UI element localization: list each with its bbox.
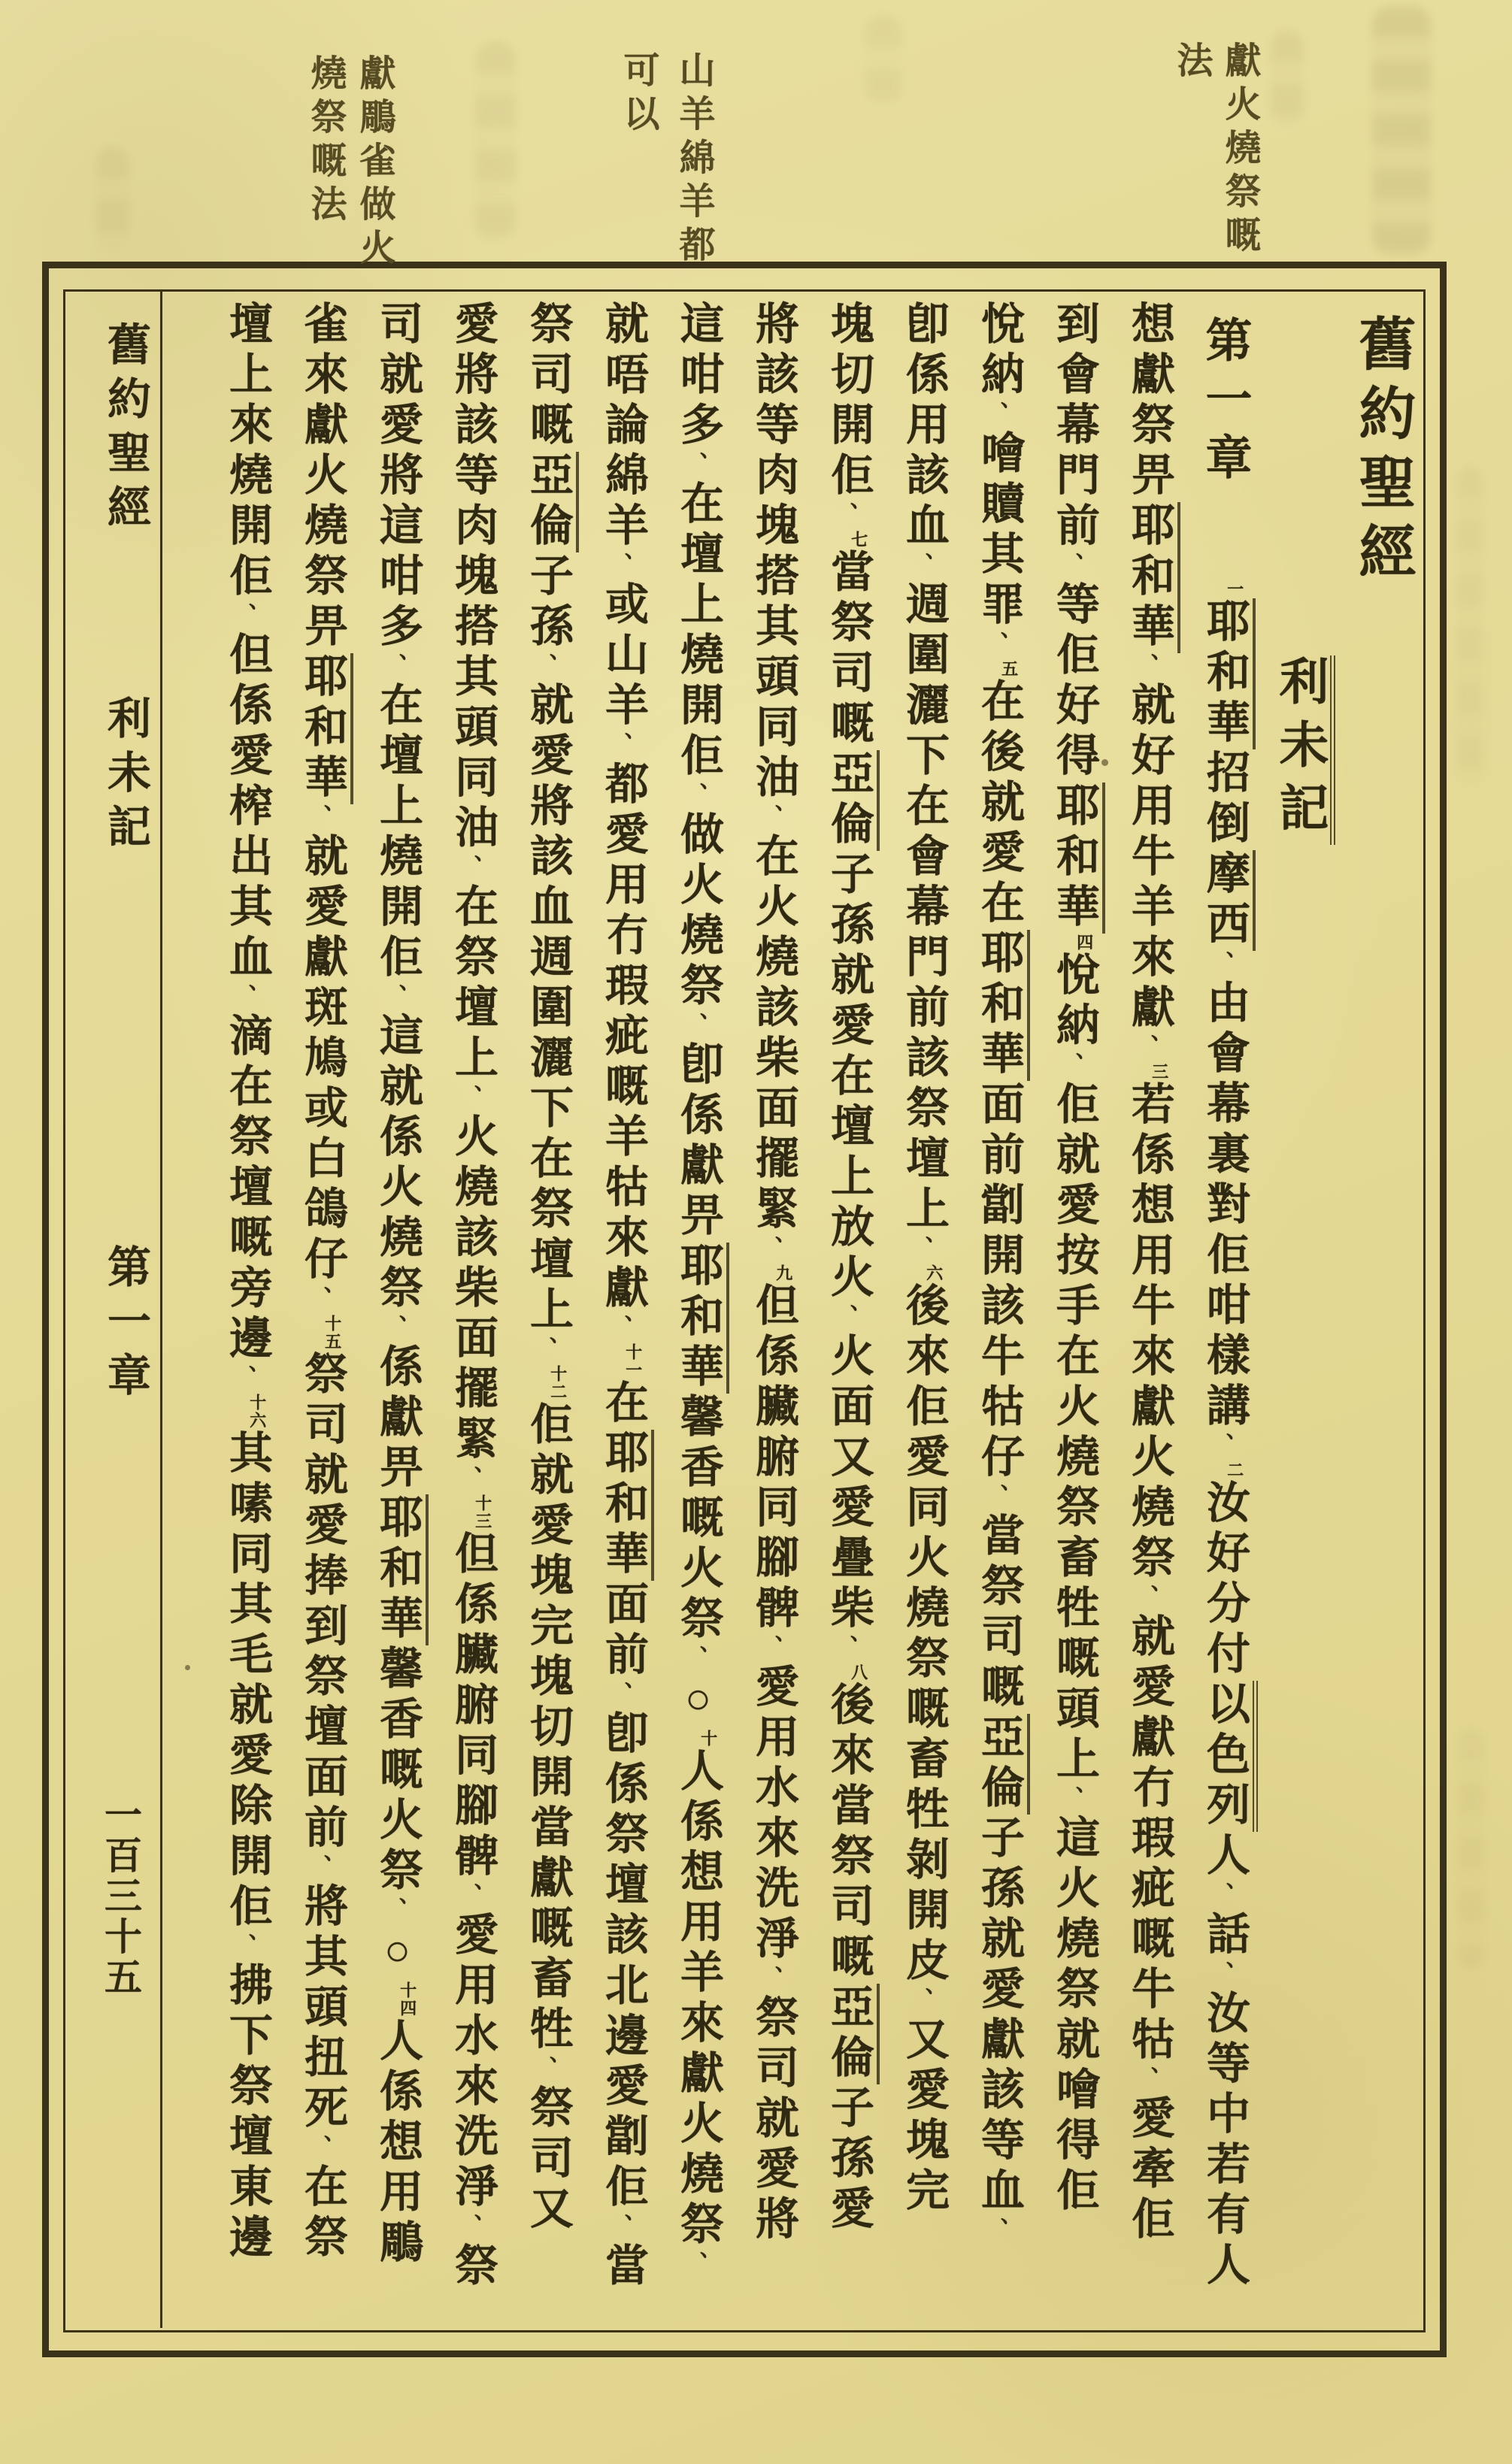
ideographic-comma: 、 (382, 653, 407, 682)
ideographic-comma: 、 (608, 1682, 632, 1711)
ideographic-comma: 、 (382, 984, 407, 1013)
ideographic-comma: 、 (1209, 1433, 1234, 1462)
verse-number: 八 (849, 1663, 868, 1682)
ideographic-comma: 、 (608, 2214, 632, 2243)
ideographic-comma: 、 (758, 804, 783, 833)
ideographic-comma: 、 (1209, 951, 1234, 980)
verse-number: 三 (1150, 1063, 1169, 1082)
ideographic-comma: 、 (307, 1854, 332, 1884)
ideographic-comma: 、 (833, 1635, 858, 1664)
ideographic-comma: 、 (758, 1966, 783, 1995)
chapter-heading: 第一章 (1198, 316, 1250, 492)
ideographic-comma: 、 (608, 732, 632, 761)
verse-number: 九 (774, 1264, 793, 1283)
ideographic-comma: 、 (608, 1315, 632, 1343)
proper-name-marked-text: 耶和華 (1200, 598, 1256, 749)
ideographic-comma: 、 (382, 1315, 407, 1343)
verse-number: 十 (698, 1730, 718, 1748)
bleedthrough-smudge (865, 15, 902, 105)
column-verse-8-9: 將該等肉塊搭其頭同油、在火燒該柴面擺緊、$^九$但係臟腑同腳髀、愛用水來洗淨、祭司就愛將 (749, 301, 798, 2247)
proper-name-marked-text: 耶和華 (1050, 782, 1105, 934)
ideographic-comma: 、 (908, 552, 933, 581)
ideographic-comma: 、 (758, 1236, 783, 1264)
ideographic-comma: 、 (683, 1013, 708, 1041)
ideographic-comma: 、 (1209, 1882, 1234, 1912)
bleedthrough-smudge (96, 147, 129, 252)
bleedthrough-smudge (1372, 6, 1431, 254)
ideographic-comma: 、 (683, 1645, 708, 1674)
proper-name-marked-text: 耶和華 (674, 1243, 729, 1394)
ideographic-comma: 、 (307, 1286, 332, 1315)
ideographic-comma: 、 (457, 855, 482, 883)
verse-number: 十六 (247, 1394, 267, 1430)
bleedthrough-smudge (1459, 1729, 1484, 1969)
column-verse-15-16: 壇上來燒開佢、但係愛榨出其血、滴在祭壇嘅旁邊、$^{十六}$其嗉同其毛就愛除開佢、拂下祭壇東邊 (223, 301, 271, 2265)
ideographic-comma: 、 (1134, 2066, 1159, 2096)
page-number: 一百三十五 (99, 1795, 141, 1998)
book-column (1271, 655, 1326, 845)
ideographic-comma: 、 (532, 2056, 557, 2085)
bleedthrough-smudge (475, 41, 516, 241)
ideographic-comma: 、 (1059, 552, 1083, 581)
ideographic-comma: 、 (683, 782, 708, 811)
ideographic-comma: 、 (457, 2214, 482, 2243)
proper-name-marked-text: 耶和華 (1125, 502, 1180, 653)
ideographic-comma: 、 (307, 804, 332, 833)
verse-number: 一 (1225, 580, 1244, 599)
ideographic-comma: 、 (232, 1933, 256, 1963)
ideographic-comma: 、 (1134, 1034, 1159, 1063)
ideographic-comma: 、 (983, 401, 1008, 430)
ideographic-comma: 、 (1134, 1585, 1159, 1614)
ideographic-comma: 、 (1059, 1786, 1083, 1815)
ideographic-comma: 、 (457, 1466, 482, 1494)
proper-name-marked-text: 耶和華 (974, 930, 1030, 1081)
ideographic-comma: 、 (683, 452, 708, 480)
proper-name-marked-text: 亞倫 (974, 1714, 1030, 1815)
margin-label-title: 舊約聖經 (101, 322, 150, 538)
column-verse-6-8: 塊切開佢、$^七$當祭司嘅亞倫子孫就愛在壇上放火、火面又愛疊柴、$^八$後來當祭司嘅亞倫子孫愛 (826, 301, 870, 2235)
margin-label-book: 利未記 (101, 695, 150, 858)
margin-label-divider-rule (160, 292, 162, 2328)
place-name-marked-text: 利未記 (1271, 655, 1335, 845)
margin-note-burnt-offering-1: 獻火燒祭嘅 (1220, 41, 1259, 259)
verse-number: 十三 (473, 1494, 492, 1531)
verse-number: 十一 (623, 1343, 643, 1380)
ideographic-comma: 、 (382, 1897, 407, 1926)
ideographic-comma: 、 (833, 502, 858, 531)
column-verse-2-3: 想獻祭畀耶和華、就好用牛羊來獻、$^三$若係想用牛來獻火燒祭、就愛獻冇瑕疵嘅牛牯、愛牽佢 (1127, 301, 1171, 2246)
ideographic-comma: 、 (1134, 653, 1159, 682)
ideographic-comma: 、 (608, 552, 632, 581)
ideographic-comma: 、 (833, 1304, 858, 1333)
column-verse-14-15: 雀來獻火燒祭畀耶和華、就愛獻斑鳩或白鴿仔、$^{十五}$祭司就愛捧到祭壇面前、將其頭扭死、在祭 (300, 301, 344, 2264)
ideographic-comma: 、 (908, 1987, 933, 2017)
ideographic-comma: 、 (307, 2135, 332, 2164)
column-verse-5-6: 卽係用該血、週圍灑下在會幕門前該祭壇上、$^六$後來佢愛同火燒祭嘅畜牲剝開皮、又愛塊完 (899, 301, 948, 2218)
verse-number: 十四 (398, 1981, 417, 2018)
proper-name-marked-text: 亞倫 (824, 750, 880, 851)
margin-label-chapter: 第一章 (101, 1244, 150, 1406)
verse-number: 十二 (548, 1365, 568, 1402)
proper-name-marked-text: 耶和華 (598, 1430, 654, 1581)
column-verse-9-10: 這咁多、在壇上燒開佢、做火燒祭、卽係獻畀耶和華馨香嘅火祭、○$^十$人係想用羊來獻火燒祭、 (676, 301, 720, 2280)
proper-name-marked-text: 耶和華 (298, 653, 353, 804)
verse-number: 二 (1225, 1461, 1244, 1480)
proper-name-marked-text: 亞倫 (824, 1984, 880, 2084)
margin-note-birds-2: 燒祭嘅法 (305, 54, 345, 229)
ideographic-comma: 、 (983, 2217, 1008, 2247)
margin-note-birds-1: 獻鵰雀做火 (354, 54, 394, 272)
column-verse-1-2: $^一$耶和華招倒摩西、由會幕裏對佢咁樣講、$^二$汝好分付以色列人、話、汝等中若有人 (1202, 580, 1246, 2292)
ideographic-comma: 、 (532, 1336, 557, 1365)
proper-name-marked-text: 耶和華 (373, 1494, 429, 1645)
ideographic-comma: 、 (758, 1635, 783, 1664)
column-verse-12-13: 愛將該等肉塊搭其頭同油、在祭壇上、火燒該柴面擺緊、$^{十三}$但係臟腑同腳髀、愛用水來洗淨、祭 (448, 301, 497, 2293)
verse-number: 十五 (323, 1315, 342, 1352)
margin-note-burnt-offering-2: 法 (1171, 41, 1211, 85)
proper-name-marked-text: 亞倫 (523, 452, 579, 552)
proper-name-marked-text: 摩西 (1200, 850, 1256, 951)
column-verse-10-11: 就唔論綿羊、或山羊、都愛用冇瑕疵嘅羊牯來獻、$^{十一}$在耶和華面前、卽係祭壇該北邊愛劏佢、當 (601, 301, 644, 2293)
ideographic-comma: 、 (983, 1484, 1008, 1513)
ideographic-comma: 、 (457, 1883, 482, 1912)
verse-number: 七 (849, 531, 868, 549)
ideographic-comma: 、 (532, 653, 557, 682)
column-verse-11-12: 祭司嘅亞倫子孫、就愛將該血週圍灑下在祭壇上、$^{十二}$佢就愛塊完塊切開當獻嘅畜牲、祭司又 (526, 301, 569, 2235)
bleedthrough-smudge (1457, 466, 1483, 782)
ideographic-comma: 、 (232, 1365, 256, 1394)
verse-number: 六 (924, 1264, 944, 1283)
column-verse-4-5: 悅納、噲贖其罪、$^五$在後就愛在耶和華面前劏開該牛牯仔、當祭司嘅亞倫子孫就愛獻該等血、 (977, 301, 1020, 2246)
margin-note-sheep-goats-2: 可以 (618, 51, 658, 138)
margin-note-sheep-goats-1: 山羊綿羊都 (674, 51, 714, 269)
ideographic-comma: 、 (983, 631, 1008, 660)
verse-number: 五 (999, 660, 1019, 679)
ideographic-comma: 、 (232, 603, 256, 631)
bleedthrough-smudge (1271, 30, 1304, 128)
ideographic-comma: 、 (683, 2251, 708, 2281)
column-verse-3-4: 到會幕門前、等佢好得耶和華$^四$悅納、佢就愛按手在火燒祭畜牲嘅頭上、這火燒祭就噲得佢 (1052, 301, 1095, 2217)
ideographic-comma: 、 (1059, 1052, 1083, 1082)
column-verse-13-14: 司就愛將這咁多、在壇上燒開佢、這就係火燒祭、係獻畀耶和華馨香嘅火祭、○$^{十四}$人係想用鵰 (375, 301, 419, 2269)
place-name-marked-text: 以色列 (1200, 1681, 1258, 1832)
ideographic-comma: 、 (1209, 1961, 1234, 1990)
ideographic-comma: 、 (232, 984, 256, 1013)
title-column: 舊約聖經 (1350, 314, 1414, 591)
ideographic-comma: 、 (908, 1236, 933, 1264)
verse-number: 四 (1074, 934, 1094, 952)
ideographic-comma: 、 (457, 1085, 482, 1113)
